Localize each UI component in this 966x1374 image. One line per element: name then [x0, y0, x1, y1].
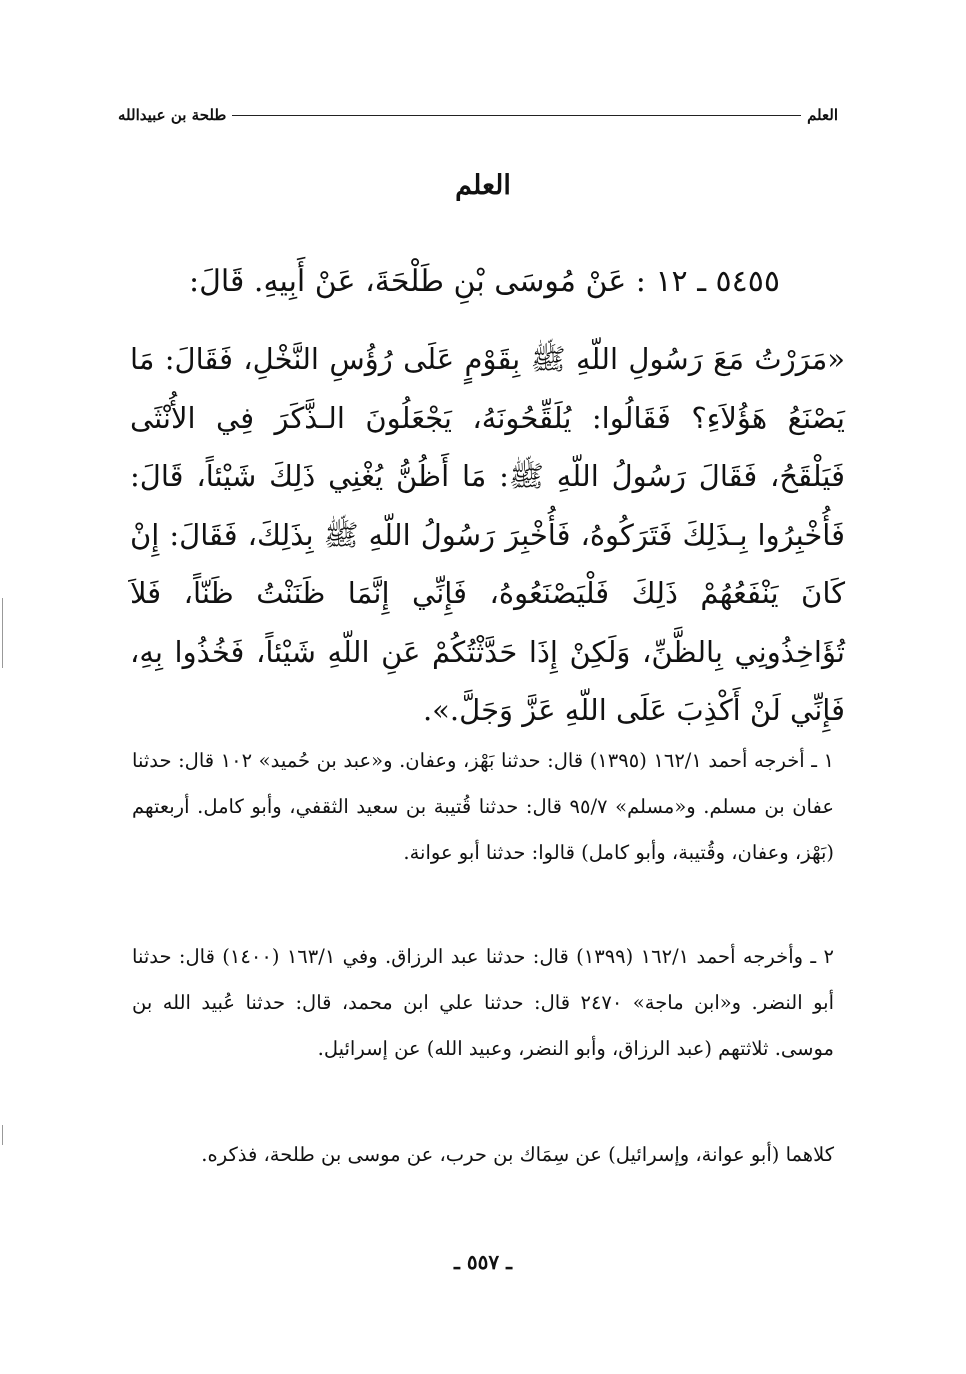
footnote-1: ١ ـ أخرجه أحمد ١٦٢/١ (١٣٩٥) قال: حدثنا بَهْز، وعفان. و«عبد بن حُميد» ١٠٢ قال: حدثنا عفان بن مسلم. و«مسلم» ٩٥/٧ قال: حدثنا قُتيبة بن سعيد الثقفي، وأبو كامل. أربعتهم (بَهْز، وعفان، وقُتيبة، وأبو كامل) قالوا: حدثنا أبو عوانة.: [132, 749, 834, 864]
hadith-text: «مَرَرْتُ مَعَ رَسُولِ اللّهِ ﷺ بِقَوْمٍ عَلَى رُؤُسِ النَّخْلِ، فَقَالَ: مَا يَصْنَعُ هَؤُلاَءِ؟ فَقَالُوا: يُلَقِّحُونَهُ، يَجْعَلُونَ الـذَّكَرَ فِي الأُنْثَى فَيَلْقَحُ، فَقَالَ رَسُولُ اللّهِ ﷺ: مَا أَظُنُّ يُغْنِي ذَلِكَ شَيْئاً، قَالَ: فَأُخْبِرُوا بِـذَلِكَ فَتَرَكُوهُ، فَأُخْبِرَ رَسُولُ اللّهِ ﷺ بِذَلِكَ، فَقَالَ: إِنْ كَانَ يَنْفَعُهُمْ ذَلِكَ فَلْيَصْنَعُوهُ، فَإِنِّي إِنَّمَا ظَنَنْتُ ظَنّاً، فَلاَ تُؤَاخِذُونِي بِالظَّنِّ، وَلَكِنْ إِذَا حَدَّثْتُكُمْ عَنِ اللّهِ شَيْئاً، فَخُذُوا بِهِ، فَإِنِّي لَنْ أَكْذِبَ عَلَى اللّهِ عَزَّ وَجَلَّ.».: [130, 342, 845, 727]
page-title: العلم: [455, 170, 511, 201]
running-header: [118, 100, 838, 130]
scan-margin-mark: [2, 1125, 3, 1145]
header-chapter: طلحة بن عبيدالله: [118, 106, 227, 124]
header-rule: [232, 115, 801, 116]
hadith-heading: ٥٤٥٥ ـ ١٢ : عَنْ مُوسَى بْنِ طَلْحَةَ، عَنْ أَبِيهِ. قَالَ:: [188, 264, 780, 299]
footnote-3: كلاهما (أبو عوانة، وإسرائيل) عن سِمَاك بن حرب، عن موسى بن طلحة، فذكره.: [201, 1143, 834, 1166]
page-number: ـ ٥٥٧ ـ: [454, 1250, 512, 1274]
footnote-2: ٢ ـ وأخرجه أحمد ١٦٢/١ (١٣٩٩) قال: حدثنا عبد الرزاق. وفي ١٦٣/١ (١٤٠٠) قال: حدثنا أبو النضر. و«ابن ماجة» ٢٤٧٠ قال: حدثنا علي ابن محمد، قال: حدثنا عُبيد الله بن موسى. ثلاثتهم (عبد الرزاق، وأبو النضر، وعبيد الله) عن إسرائيل.: [132, 945, 834, 1060]
header-section: العلم: [807, 106, 838, 124]
scan-margin-mark: [2, 598, 3, 668]
